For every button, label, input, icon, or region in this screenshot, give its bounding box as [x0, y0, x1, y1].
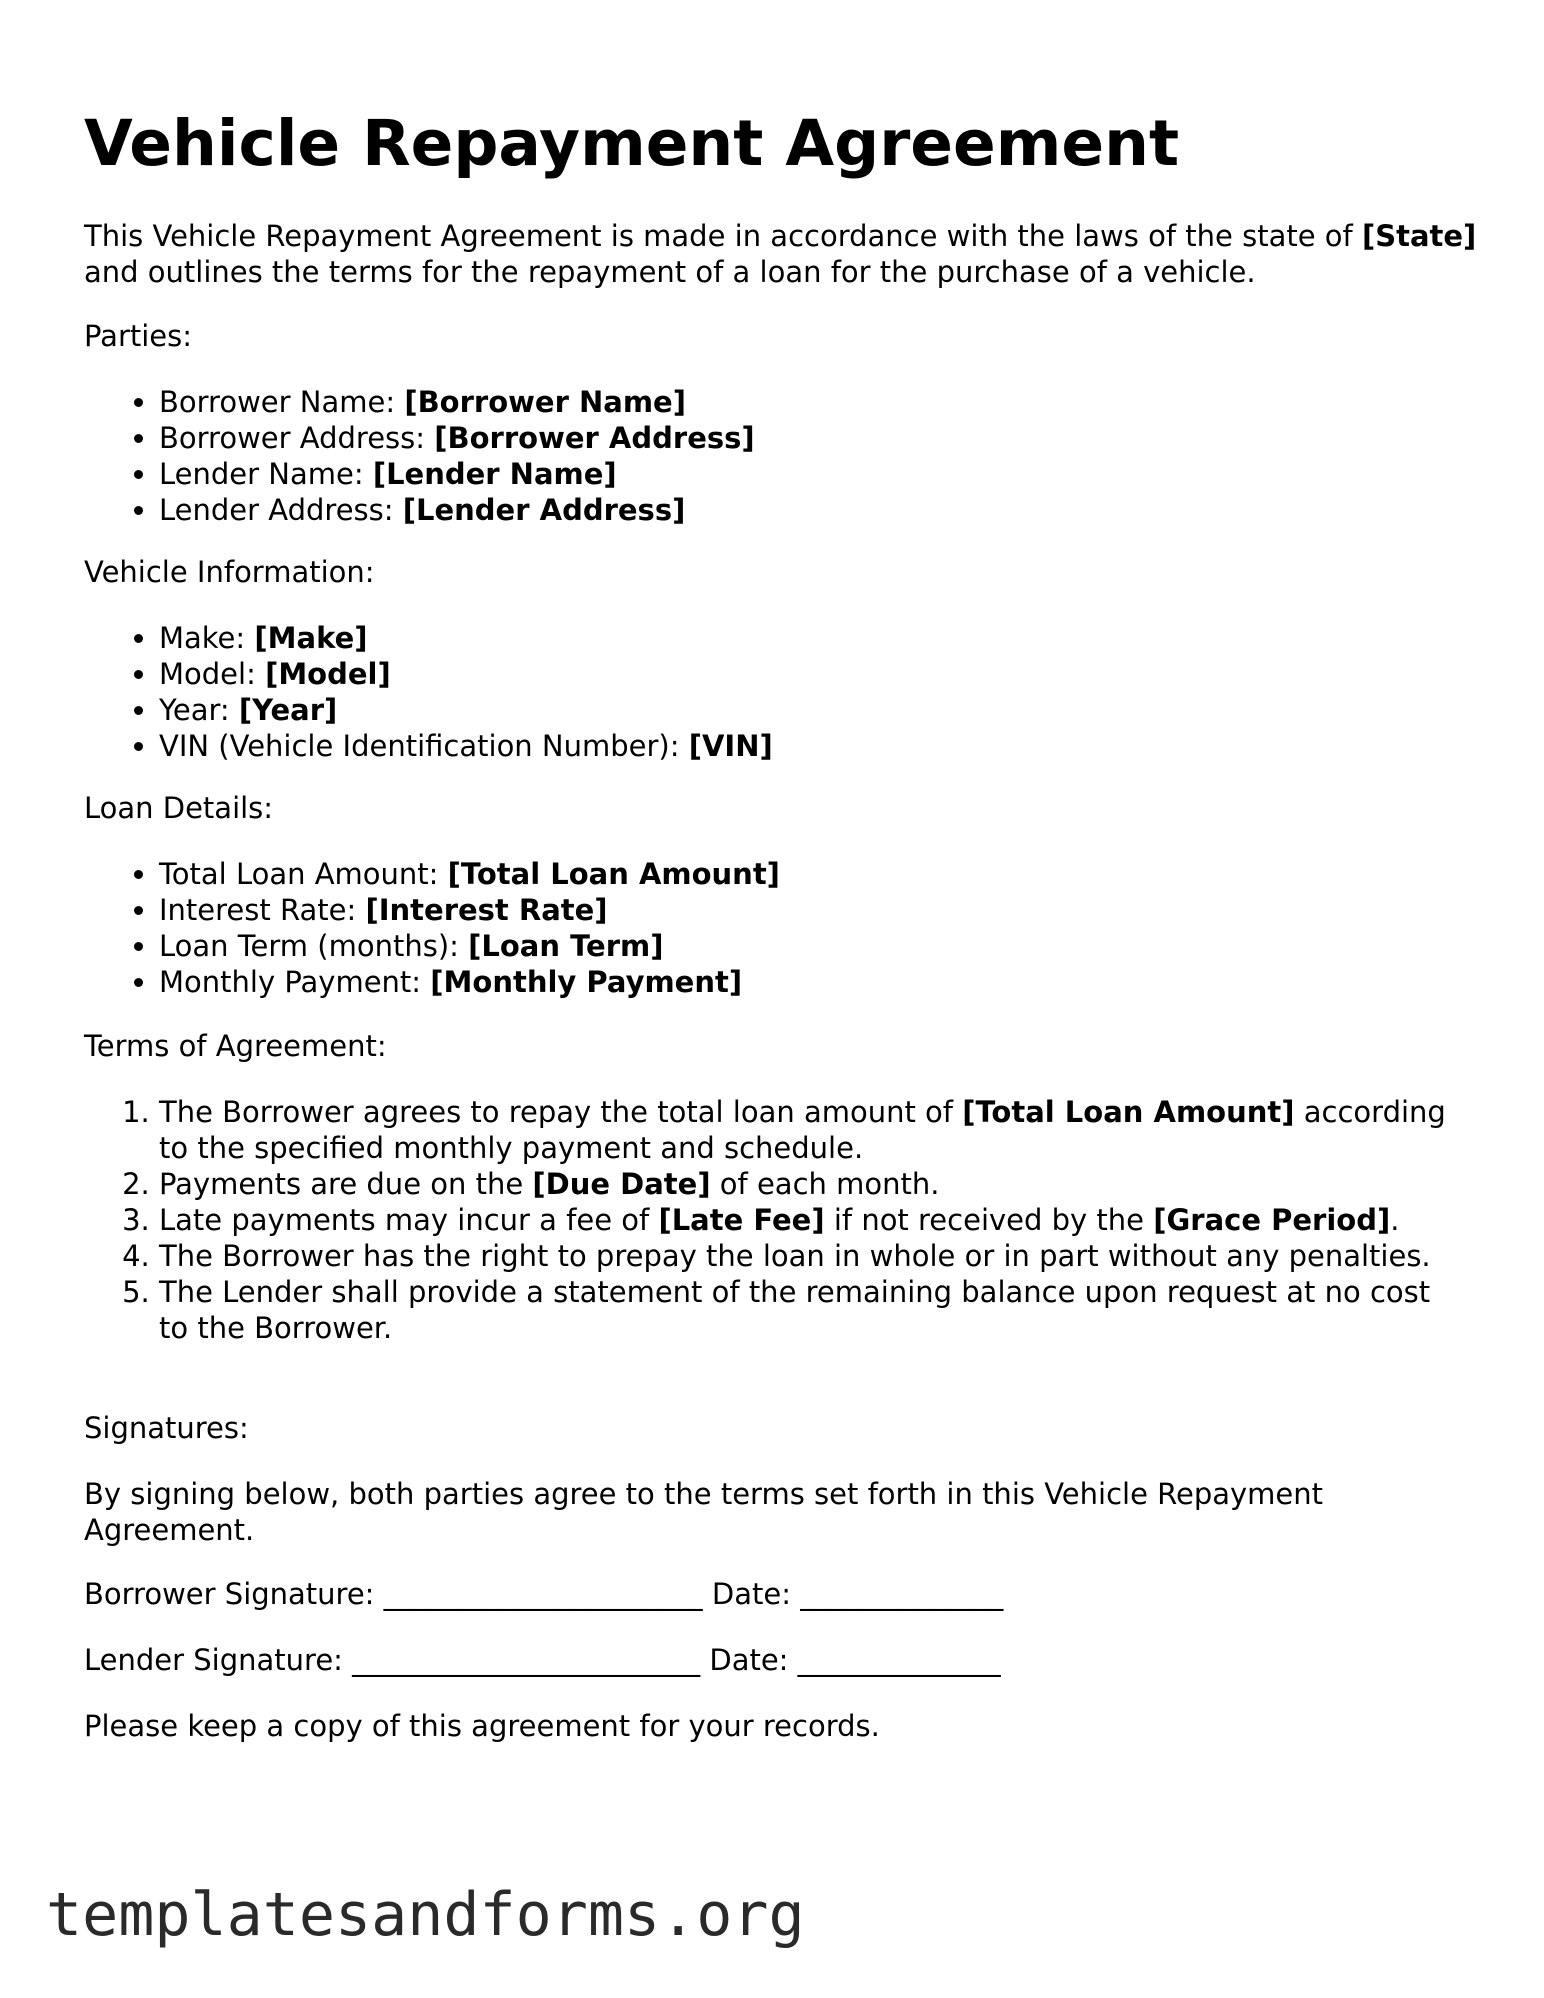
item-label: Lender Address:: [159, 493, 403, 527]
term-text: The Borrower has the right to prepay the loan in whole or in part without any penalties.: [159, 1239, 1431, 1273]
list-item: [159, 856, 1504, 892]
term-item: [159, 1166, 1464, 1202]
item-value: [Borrower Name]: [404, 385, 686, 419]
parties-heading: Parties:: [84, 319, 193, 353]
list-item: [159, 456, 1504, 492]
term-item: [159, 1238, 1464, 1274]
item-value: [Monthly Payment]: [430, 965, 743, 999]
term-text: The Lender shall provide a statement of the remaining balance upon request at no cost to the Borrower.: [159, 1275, 1431, 1345]
terms-list: [84, 1094, 1464, 1346]
loan-list: [84, 856, 1504, 1000]
item-label: Borrower Name:: [159, 385, 405, 419]
term-placeholder: [Late Fee]: [658, 1203, 825, 1237]
item-value: [Borrower Address]: [434, 421, 755, 455]
term-placeholder: [Total Loan Amount]: [962, 1095, 1295, 1129]
item-value: [VIN]: [688, 729, 773, 763]
item-value: [Total Loan Amount]: [447, 857, 780, 891]
list-item: [159, 656, 1504, 692]
watermark-text: templatesandforms.org: [46, 1880, 805, 1950]
vehicle-list-wrapper: [84, 620, 1504, 764]
loan-heading: Loan Details:: [84, 791, 274, 825]
item-value: [Model]: [265, 657, 391, 691]
list-item: [159, 892, 1504, 928]
list-item: [159, 928, 1504, 964]
vehicle-list: [84, 620, 1504, 764]
term-item: [159, 1202, 1464, 1238]
intro-paragraph: [84, 218, 1504, 290]
term-text: The Borrower agrees to repay the total loan amount of: [159, 1095, 963, 1129]
signatures-heading: Signatures:: [84, 1411, 249, 1445]
term-text: if not received by the: [824, 1203, 1154, 1237]
term-placeholder: [Grace Period]: [1153, 1203, 1391, 1237]
term-text: Late payments may incur a fee of: [159, 1203, 659, 1237]
list-item: [159, 692, 1504, 728]
list-item: [159, 620, 1504, 656]
vehicle-heading: Vehicle Information:: [84, 555, 375, 589]
term-text: of each month.: [710, 1167, 940, 1201]
term-text: .: [1390, 1203, 1400, 1237]
list-item: [159, 964, 1504, 1000]
term-placeholder: [Due Date]: [532, 1167, 711, 1201]
parties-list: [84, 384, 1504, 528]
term-text: Payments are due on the: [159, 1167, 533, 1201]
intro-text: This Vehicle Repayment Agreement is made in accordance with the laws of the state of: [84, 219, 1362, 253]
item-label: Total Loan Amount:: [159, 857, 448, 891]
item-label: Loan Term (months):: [159, 929, 469, 963]
item-label: Make:: [159, 621, 255, 655]
signatures-statement: By signing below, both parties agree to the terms set forth in this Vehicle Repayment Agreement.: [84, 1477, 1323, 1547]
list-item: [159, 492, 1504, 528]
terms-heading: Terms of Agreement:: [84, 1029, 387, 1063]
list-item: [159, 728, 1504, 764]
item-label: Monthly Payment:: [159, 965, 431, 999]
item-label: VIN (Vehicle Identification Number):: [159, 729, 689, 763]
intro-text-end: and outlines the terms for the repayment of a loan for the purchase of a vehicle.: [84, 255, 1256, 289]
item-label: Model:: [159, 657, 266, 691]
item-value: [Interest Rate]: [365, 893, 608, 927]
term-item: [159, 1094, 1464, 1166]
parties-list-wrapper: [84, 384, 1504, 528]
state-placeholder: [State]: [1361, 219, 1477, 253]
term-item: [159, 1274, 1464, 1346]
term-text: according to the specified monthly payment and schedule.: [159, 1095, 1446, 1165]
item-label: Interest Rate:: [159, 893, 366, 927]
item-value: [Loan Term]: [468, 929, 664, 963]
list-item: [159, 384, 1504, 420]
terms-list-wrapper: [84, 1094, 1464, 1346]
list-item: [159, 420, 1504, 456]
item-value: [Lender Name]: [372, 457, 617, 491]
item-value: [Year]: [238, 693, 338, 727]
item-value: [Make]: [254, 621, 368, 655]
lender-signature-line: Lender Signature: ________________________ Date: ______________: [84, 1643, 1001, 1677]
item-value: [Lender Address]: [402, 493, 686, 527]
item-label: Year:: [159, 693, 239, 727]
document-title: Vehicle Repayment Agreement: [84, 107, 1180, 180]
closing-note: Please keep a copy of this agreement for your records.: [84, 1709, 880, 1743]
item-label: Borrower Address:: [159, 421, 435, 455]
loan-list-wrapper: [84, 856, 1504, 1000]
item-label: Lender Name:: [159, 457, 373, 491]
borrower-signature-line: Borrower Signature: ______________________ Date: ______________: [84, 1577, 1004, 1611]
